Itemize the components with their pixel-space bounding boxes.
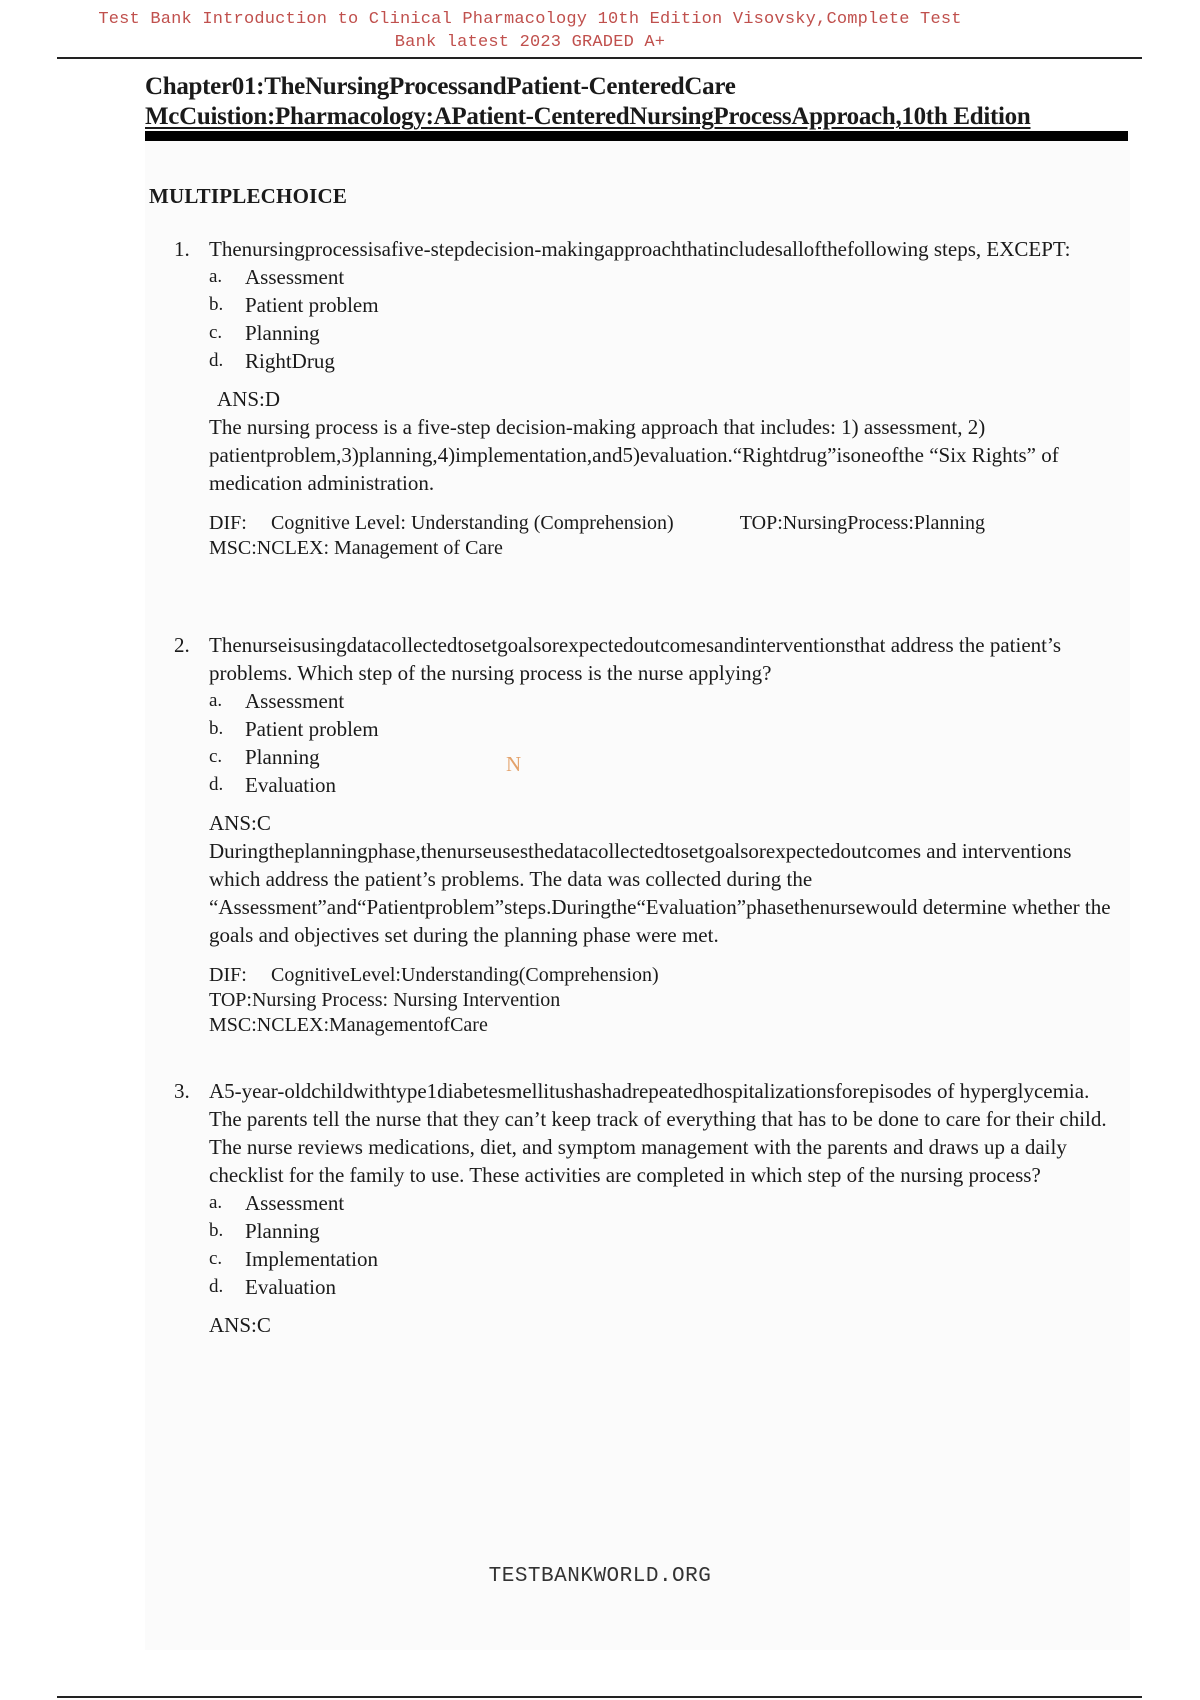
question-stem	[150, 631, 1135, 687]
question-3	[150, 1077, 1135, 1339]
option-letter: a.	[209, 1192, 223, 1213]
option-text: Planning	[245, 1219, 320, 1243]
option-letter: c.	[209, 322, 223, 343]
option-text: Assessment	[245, 265, 345, 289]
chapter-header	[145, 72, 1130, 132]
option-c	[209, 1245, 1135, 1273]
question-metadata	[150, 963, 1135, 1038]
option-a	[209, 1189, 1135, 1217]
test-bank-banner	[0, 8, 1060, 54]
cognitive-level: CognitiveLevel:Understanding(Comprehension)	[271, 964, 659, 986]
option-text: Planning	[245, 745, 320, 769]
option-text: Assessment	[245, 689, 345, 713]
rationale: The nursing process is a five-step decision-making approach that includes: 1) assessment, 2) patientproblem,3)planning,4)implementation,and5)evaluation.“Rightdrug”isoneofthe “Six Rights” of medication administration.	[209, 415, 1059, 495]
book-title: McCuistion:Pharmacology:APatient-CenteredNursingProcessApproach,10th Edition	[145, 103, 1031, 130]
option-a	[209, 687, 1135, 715]
question-1	[150, 235, 1135, 561]
question-2	[150, 631, 1135, 1038]
option-c	[209, 743, 1135, 771]
answer-key: ANS:C	[209, 1313, 271, 1337]
question-text: A5-year-oldchildwithtype1diabetesmellitushashadrepeatedhospitalizationsforepisodes of hyperglycemia. The parents tell the nurse that they can’t keep track of everything that has to be done to care for their child. The nurse reviews medications, diet, and symptom management with the parents and draws up a daily checklist for the family to use. These activities are completed in which step of the nursing process?	[209, 1079, 1107, 1187]
header-thick-rule	[145, 131, 1128, 141]
banner-line-1: Test Bank Introduction to Clinical Pharmacology 10th Edition Visovsky,Complete Test	[98, 10, 962, 29]
option-text: RightDrug	[245, 349, 335, 373]
bottom-divider	[57, 1696, 1142, 1698]
answer-options	[150, 687, 1135, 799]
msc: MSC:NCLEX: Management of Care	[209, 537, 503, 559]
option-text: Planning	[245, 321, 320, 345]
option-text: Patient problem	[245, 293, 379, 317]
answer-key: ANS:C	[209, 811, 271, 835]
top-divider	[57, 57, 1142, 59]
chapter-title: Chapter01:TheNursingProcessandPatient-CenteredCare	[145, 73, 736, 100]
cognitive-level: Cognitive Level: Understanding (Comprehension)	[271, 512, 674, 534]
answer-options	[150, 263, 1135, 375]
msc: MSC:NCLEX:ManagementofCare	[209, 1014, 488, 1036]
option-a	[209, 263, 1135, 291]
question-number: 3.	[174, 1079, 190, 1103]
question-number: 1.	[174, 237, 190, 261]
option-text: Evaluation	[245, 773, 336, 797]
question-text: Thenurseisusingdatacollectedtosetgoalsorexpectedoutcomesandinterventionsthat address the patient’s problems. Which step of the nursing process is the nurse applying?	[209, 633, 1061, 685]
option-d	[209, 771, 1135, 799]
footer-site: TESTBANKWORLD.ORG	[488, 1565, 712, 1588]
option-letter: d.	[209, 774, 224, 795]
option-text: Assessment	[245, 1191, 345, 1215]
option-letter: d.	[209, 1276, 224, 1297]
option-c	[209, 319, 1135, 347]
option-text: Evaluation	[245, 1275, 336, 1299]
question-text: Thenursingprocessisafive-stepdecision-makingapproachthatincludesallofthefollowing steps, EXCEPT:	[209, 237, 1071, 261]
option-letter: d.	[209, 350, 224, 371]
option-letter: c.	[209, 746, 223, 767]
question-stem	[150, 235, 1135, 263]
section-heading: MULTIPLECHOICE	[149, 184, 348, 208]
option-d	[209, 347, 1135, 375]
option-letter: b.	[209, 1220, 224, 1241]
question-metadata	[150, 511, 1135, 561]
answer-key: ANS:D	[217, 387, 281, 411]
option-letter: a.	[209, 266, 223, 287]
option-letter: b.	[209, 294, 224, 315]
option-b	[209, 1217, 1135, 1245]
topic: TOP:NursingProcess:Planning	[739, 512, 985, 534]
watermark-letter: N	[506, 752, 522, 776]
option-letter: c.	[209, 1248, 223, 1269]
option-b	[209, 291, 1135, 319]
option-letter: b.	[209, 718, 224, 739]
dif-label: DIF:	[209, 512, 247, 534]
option-b	[209, 715, 1135, 743]
banner-line-2: Bank latest 2023 GRADED A+	[394, 33, 666, 52]
question-number: 2.	[174, 633, 190, 657]
option-text: Implementation	[245, 1247, 378, 1271]
option-d	[209, 1273, 1135, 1301]
option-text: Patient problem	[245, 717, 379, 741]
dif-label: DIF:	[209, 964, 247, 986]
option-letter: a.	[209, 690, 223, 711]
answer-options	[150, 1189, 1135, 1301]
rationale: Duringtheplanningphase,thenurseusesthedatacollectedtosetgoalsorexpectedoutcomes and interventions which address the patient’s problems. The data was collected during the “Assessment”and“Patientproblem”steps.Duringthe“Evaluation”phasethenursewould determine whether the goals and objectives set during the planning phase were met.	[209, 839, 1111, 947]
topic: TOP:Nursing Process: Nursing Intervention	[209, 989, 561, 1011]
question-stem	[150, 1077, 1135, 1189]
